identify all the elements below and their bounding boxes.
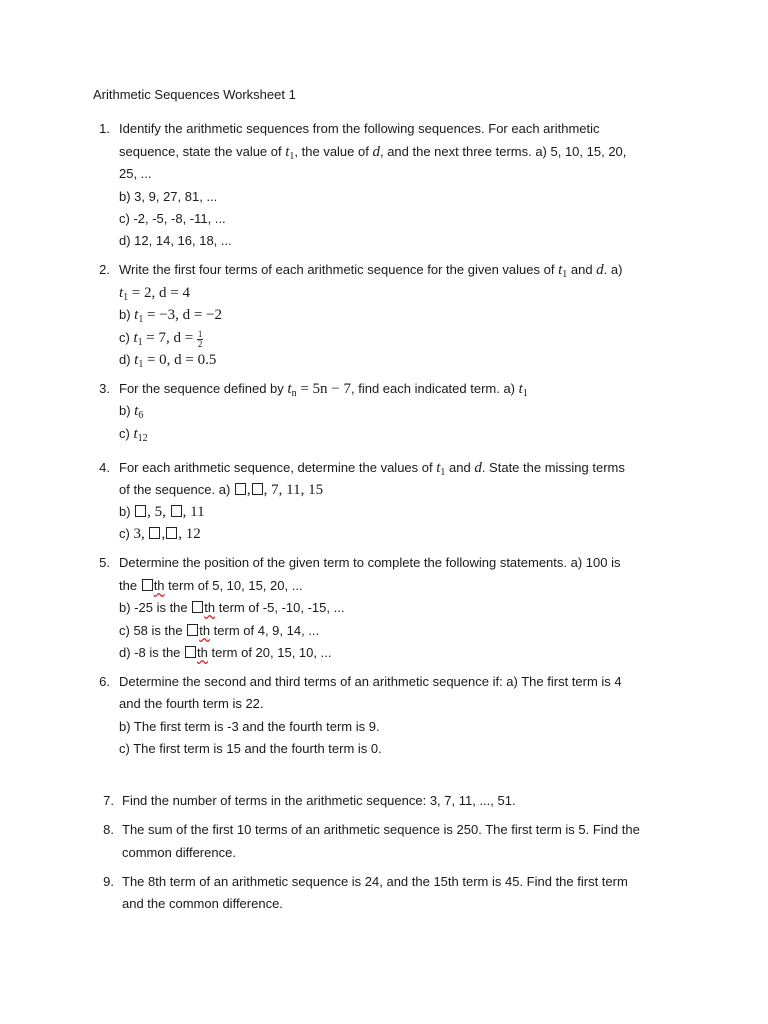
q3-line-1: For the sequence defined by $t_n = 5n - 7$, find each indicated term. a) $t_1$ (119, 381, 528, 399)
q2-part-b: b) $t_1 = -3$, d = −2 (119, 307, 223, 325)
q3-number: 3. (99, 381, 110, 396)
q1-number: 1. (99, 121, 110, 136)
q5-part-b: b) -25 is the th term of -5, -10, -15, ... (119, 600, 345, 615)
blank-box (187, 624, 198, 636)
q6-part-c: c) The first term is 15 and the fourth term is 0. (119, 741, 382, 756)
q9-line-1: The 8th term of an arithmetic sequence is 24, and the 15th term is 45. Find the first term (122, 874, 628, 889)
blank-box (185, 646, 196, 658)
q4-number: 4. (99, 460, 110, 475)
q1-part-c: c) -2, -5, -8, -11, ... (119, 211, 226, 226)
q4-part-c: c) 3, , , 12 (119, 526, 201, 542)
q1-part-d: d) 12, 14, 16, 18, ... (119, 233, 232, 248)
document-title: Arithmetic Sequences Worksheet 1 (93, 87, 296, 102)
q2-line-1: Write the first four terms of each arithmetic sequence for the given values of $t_1$ and d. a) (119, 262, 623, 280)
q4-line-1: For each arithmetic sequence, determine the values of $t_1$ and d. State the missing terms (119, 460, 625, 478)
q9-line-2: and the common difference. (122, 896, 283, 911)
q8-line-2: common difference. (122, 845, 236, 860)
q4-part-b: b) , 5, , 11 (119, 504, 205, 520)
q3-part-c: c) $t_{12}$ (119, 426, 148, 444)
q2-number: 2. (99, 262, 110, 277)
q6-line-2: and the fourth term is 22. (119, 696, 264, 711)
q5-line-2: the th term of 5, 10, 15, 20, ... (119, 578, 303, 593)
blank-box (252, 483, 263, 495)
q1-line-1: Identify the arithmetic sequences from the following sequences. For each arithmetic (119, 121, 600, 136)
q8-line-1: The sum of the first 10 terms of an arithmetic sequence is 250. The first term is 5. Find the (122, 822, 640, 837)
q4-line-2: of the sequence. a) , , 7, 11, 15 (119, 482, 324, 498)
q5-part-c: c) 58 is the th term of 4, 9, 14, ... (119, 623, 320, 638)
q5-number: 5. (99, 555, 110, 570)
q6-number: 6. (99, 674, 110, 689)
q8-number: 8. (103, 822, 114, 837)
q2-part-c: c) $t_1 = 7$, d = $\frac{1}{2}$ (119, 329, 203, 349)
blank-box (149, 527, 160, 539)
q5-part-d: d) -8 is the th term of 20, 15, 10, ... (119, 645, 332, 660)
q7-line-1: Find the number of terms in the arithmetic sequence: 3, 7, 11, ..., 51. (122, 793, 516, 808)
q2-part-a: $t_1 = 2$, d = 4 (119, 285, 190, 303)
blank-box (142, 579, 153, 591)
blank-box (171, 505, 182, 517)
q1-line-3: 25, ... (119, 166, 152, 181)
blank-box (166, 527, 177, 539)
q7-number: 7. (103, 793, 114, 808)
q9-number: 9. (103, 874, 114, 889)
q3-part-b: b) $t_6$ (119, 403, 144, 421)
blank-box (235, 483, 246, 495)
q1-line-2: sequence, state the value of $t_1$, the value of d, and the next three terms. a) 5, 10, 15, 20, (119, 144, 627, 162)
q2-part-d: d) $t_1 = 0$, d = 0.5 (119, 352, 217, 370)
q6-part-b: b) The first term is -3 and the fourth term is 9. (119, 719, 380, 734)
q6-line-1: Determine the second and third terms of an arithmetic sequence if: a) The first term is 4 (119, 674, 622, 689)
blank-box (192, 601, 203, 613)
one-half-fraction: $\frac{1}{2}$ (197, 329, 203, 349)
q1-part-b: b) 3, 9, 27, 81, ... (119, 189, 218, 204)
blank-box (135, 505, 146, 517)
q5-line-1: Determine the position of the given term to complete the following statements. a) 100 is (119, 555, 621, 570)
